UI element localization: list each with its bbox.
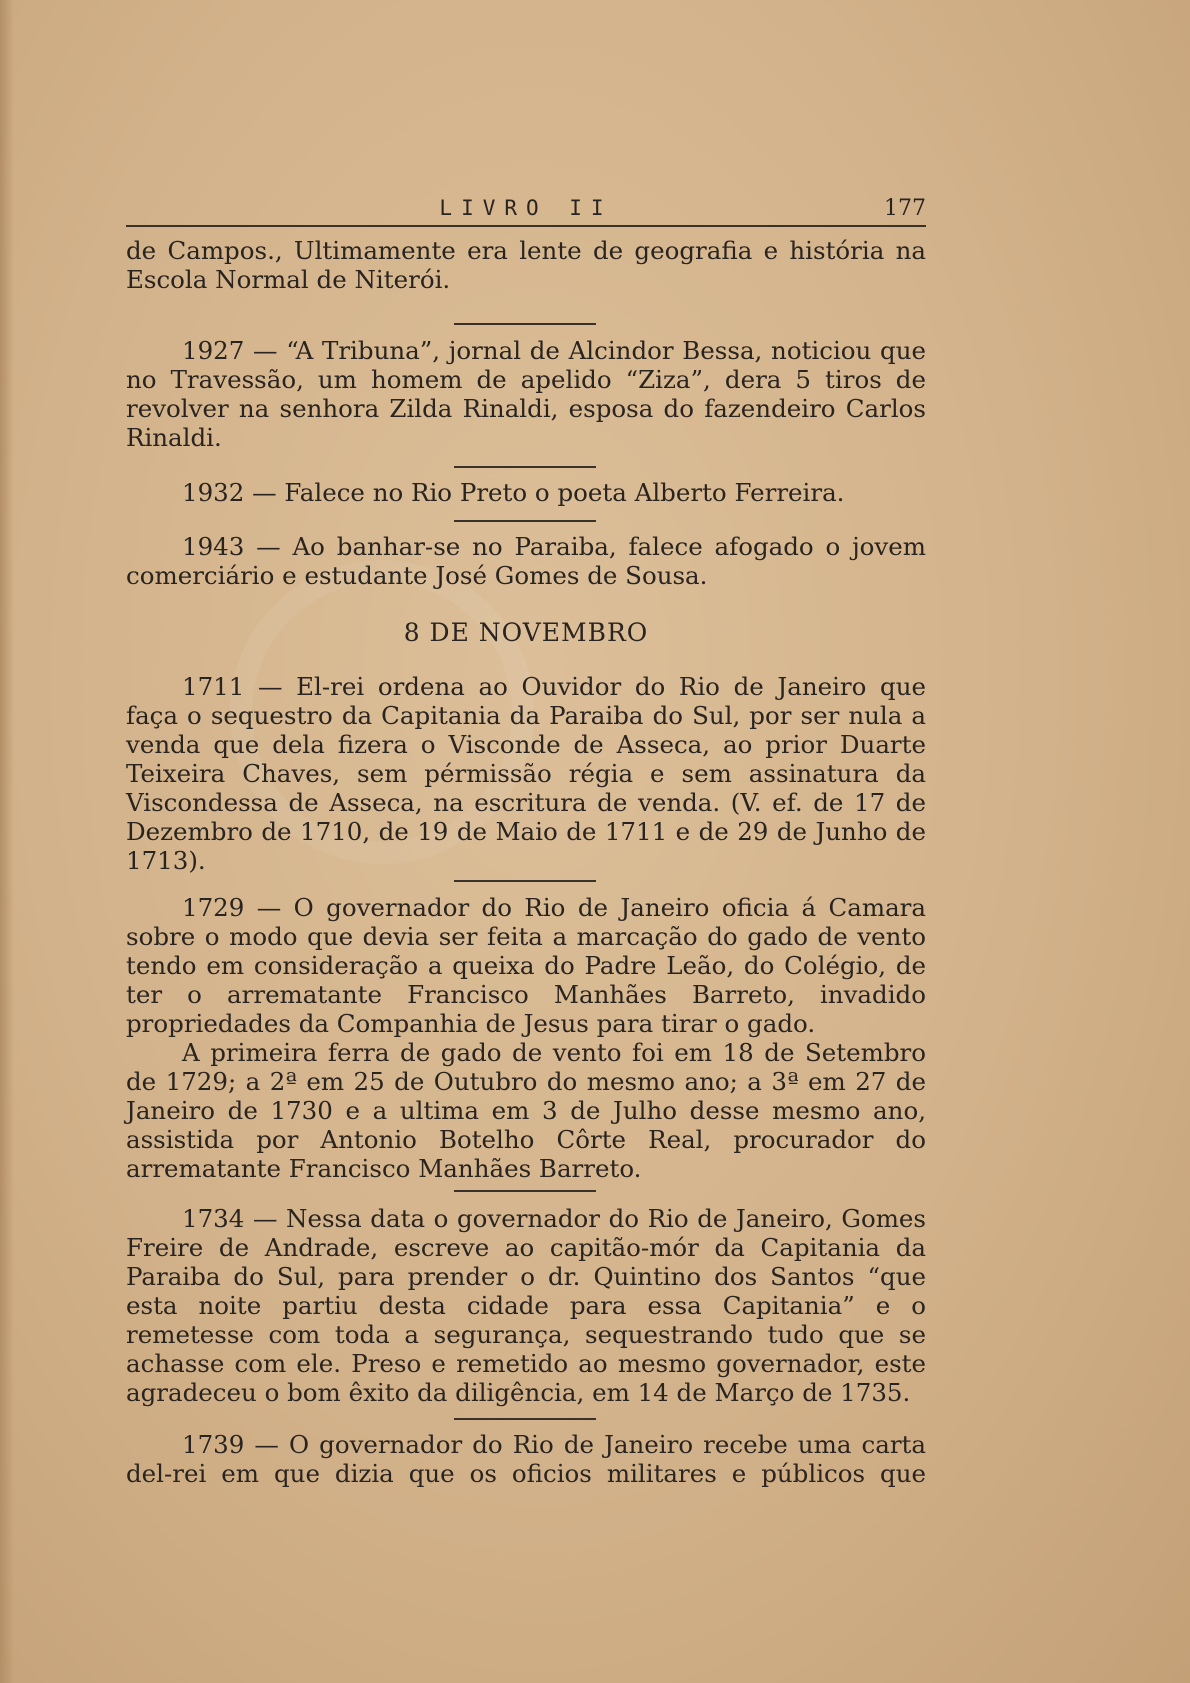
- header-rule: [126, 225, 926, 227]
- page-edge-shadow: [0, 0, 14, 1683]
- entry-1932: 1932 — Falece no Rio Preto o poeta Alberto Ferreira.: [182, 478, 845, 507]
- separator-rule: [454, 880, 596, 882]
- entry-1734: 1734 — Nessa data o governador do Rio de Janeiro, Gomes Freire de Andrade, escreve ao capitão-mór da Capitania da Paraiba do Sul, para prender o dr. Quintino dos Santos “que esta noite partiu desta cidade para essa Capitania” e o remetesse com toda a segurança, sequestrando tudo que se achasse com ele. Preso e remetido ao mesmo governador, este agradeceu o bom êxito da diligência, em 14 de Março de 1735.: [126, 1204, 926, 1407]
- entry-1943: 1943 — Ao banhar-se no Paraiba, falece afogado o jovem comerciário e estudante José Gomes de Sousa.: [126, 532, 926, 590]
- separator-rule: [454, 1190, 596, 1192]
- entry-1739: 1739 — O governador do Rio de Janeiro recebe uma carta del-rei em que dizia que os oficios militares e públicos que: [126, 1430, 926, 1488]
- separator-rule: [454, 466, 596, 468]
- separator-rule: [454, 520, 596, 522]
- page-number: 177: [884, 196, 926, 221]
- section-heading: 8 DE NOVEMBRO: [403, 618, 649, 647]
- separator-rule: [454, 323, 596, 325]
- paragraph-continuation: de Campos., Ultimamente era lente de geografia e história na Escola Normal de Niterói.: [126, 236, 926, 294]
- separator-rule: [454, 1418, 596, 1420]
- entry-1711: 1711 — El-rei ordena ao Ouvidor do Rio de Janeiro que faça o sequestro da Capitania da Paraiba do Sul, por ser nula a venda que dela fizera o Visconde de Asseca, ao prior Duarte Teixeira Chaves, sem pérmissão régia e sem assinatura da Viscondessa de Asseca, na escritura de venda. (V. ef. de 17 de Dezembro de 1710, de 19 de Maio de 1711 e de 29 de Junho de 1713).: [126, 672, 926, 875]
- page-header: [126, 196, 926, 222]
- entry-1729: 1729 — O governador do Rio de Janeiro oficia á Camara sobre o modo que devia ser feita a marcação do gado de vento tendo em consideração a queixa do Padre Leão, do Colégio, de ter o arrematante Francisco Manhães Barreto, invadido propriedades da Companhia de Jesus para tirar o gado. A primeira ferra de gado de vento foi em 18 de Setembro de 1729; a 2ª em 25 de Outubro do mesmo ano; a 3ª em 27 de Janeiro de 1730 e a ultima em 3 de Julho desse mesmo ano, assistida por Antonio Botelho Côrte Real, procurador do arrematante Francisco Manhães Barreto.: [126, 893, 926, 1183]
- entry-1927: 1927 — “A Tribuna”, jornal de Alcindor Bessa, noticiou que no Travessão, um homem de apelido “Ziza”, dera 5 tiros de revolver na senhora Zilda Rinaldi, esposa do fazendeiro Carlos Rinaldi.: [126, 336, 926, 452]
- running-head: LIVRO II: [439, 196, 613, 220]
